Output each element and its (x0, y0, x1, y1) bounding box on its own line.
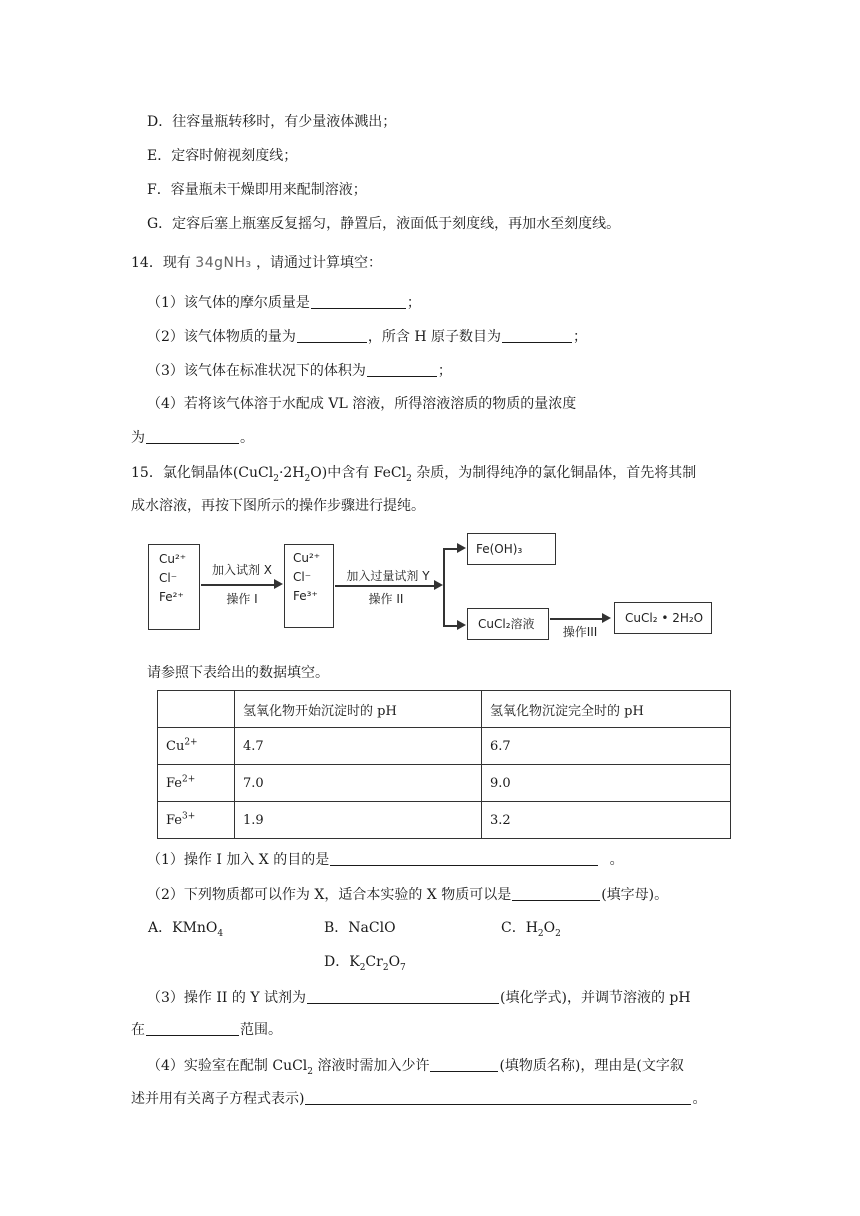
table-row (158, 728, 731, 765)
arrow1-line (201, 584, 276, 586)
q15-sub1 (147, 849, 624, 870)
flow-box-fe-oh3: Fe(OH)₃ (467, 533, 556, 565)
table-cell-start: 7.0 (235, 765, 482, 802)
ion-cl: Cl⁻ (159, 571, 178, 585)
q14-blank-amount[interactable] (297, 326, 367, 343)
q15-blank-reason[interactable] (305, 1088, 691, 1105)
q14-sub1-text: （1）该气体的摩尔质量是 (147, 295, 310, 311)
q15-sub2 (147, 884, 668, 905)
arrow3-label-bottom: 操作III (562, 625, 598, 639)
q15-intro-c: O)中含有 FeCl (310, 465, 407, 481)
q15-sub4-text-c: (填物质名称)，理由是(文字叙 (499, 1058, 684, 1074)
q15-sub1-text: （1）操作 I 加入 X 的目的是 (147, 852, 330, 868)
q15-sub4-reason: 述并用有关离子方程式表示) (131, 1091, 305, 1107)
option-g: G．定容后塞上瓶塞反复摇匀，静置后，液面低于刻度线，再加水至刻度线。 (147, 216, 621, 232)
q14-sub4b (131, 427, 254, 448)
q14-sub4: （4）若将该气体溶于水配成 VL 溶液，所得溶液溶质的物质的量浓度 (147, 396, 577, 412)
q15-option-b: B．NaClO (324, 920, 396, 936)
q14-sub3 (147, 360, 452, 381)
q14-sub2 (147, 326, 587, 347)
flow-box-oxidized-ions (284, 544, 334, 628)
table-row (158, 765, 731, 802)
ph-data-table (157, 690, 731, 839)
table-intro: 请参照下表给出的数据填空。 (147, 665, 329, 681)
q15-intro-b: ·2H (278, 465, 305, 481)
branch-bottom-head (457, 620, 466, 630)
q15-intro-d: 杂质，为制得纯净的氯化铜晶体，首先将其制 (411, 465, 697, 481)
ion-cu2-b: Cu²⁺ (293, 551, 321, 565)
ion-fe2: Fe²⁺ (159, 590, 184, 604)
arrow2-label-bottom: 操作 II (368, 592, 404, 606)
q14-sub4b-text: 为 (131, 430, 145, 446)
q15-option-c: C．$H_2O_2$ (501, 920, 561, 939)
table-header-row (158, 691, 731, 728)
q14-formula: 34gNH₃ (195, 255, 252, 271)
q15-intro-line1: 15．氯化铜晶体$(CuCl_2\cdot 2H_2O)$中含有 FeCl$_2$ 杂质，为制得纯净的氯化铜晶体，首先将其制 (131, 465, 697, 484)
q14-sub2-text: （2）该气体物质的量为 (147, 329, 296, 345)
q14-sub4-period: 。 (240, 430, 254, 446)
table-cell-ion: $Cu^{2+}$ (158, 728, 235, 765)
branch-vertical-line (443, 548, 445, 626)
table-cell-start: 1.9 (235, 802, 482, 839)
ion-cu2: Cu²⁺ (159, 552, 187, 566)
q15-blank-substance[interactable] (430, 1055, 498, 1072)
arrow1-label-bottom: 操作 I (226, 592, 258, 606)
q15-sub4-period: 。 (692, 1091, 707, 1107)
q14-sub1-semi: ； (406, 295, 421, 311)
q15-sub3-text: （3）操作 II 的 Y 试剂为 (147, 990, 307, 1006)
q14-sub2-text-b: ，所含 H 原子数目为 (367, 329, 502, 345)
q15-sub3-cont (131, 1019, 282, 1040)
arrow2-head (434, 580, 443, 590)
arrow2-label-top: 加入过量试剂 Y (346, 569, 430, 583)
flow-box-crystal: CuCl₂ • 2H₂O (614, 602, 712, 634)
flow-box-initial-ions (148, 544, 200, 630)
q15-sub4: （4）实验室在配制 CuCl$_2$ 溶液时需加入少许 (填物质名称)，理由是(文字叙 (147, 1055, 684, 1076)
q14-stem (131, 253, 382, 273)
table-cell-end: 9.0 (482, 765, 731, 802)
q15-blank-y-reagent[interactable] (307, 987, 499, 1004)
q15-sub2-text: （2）下列物质都可以作为 X，适合本实验的 X 物质可以是 (147, 887, 512, 903)
q15-sub2-suffix: (填字母)。 (601, 887, 669, 903)
q15-sub3 (147, 987, 691, 1008)
q14-blank-h-atoms[interactable] (502, 326, 572, 343)
q15-sub1-period: 。 (609, 852, 624, 868)
arrow3-line (550, 618, 604, 620)
q14-prefix: 14．现有 (131, 255, 191, 271)
table-cell-start: 4.7 (235, 728, 482, 765)
arrow2-line (335, 585, 436, 587)
q15-sub3-at: 在 (131, 1022, 145, 1038)
option-e: E．定容时俯视刻度线； (147, 148, 298, 164)
q15-blank-purpose[interactable] (330, 849, 598, 866)
table-cell-ion: $Fe^{2+}$ (158, 765, 235, 802)
arrow1-label-top: 加入试剂 X (211, 563, 273, 577)
q15-blank-x-choice[interactable] (512, 884, 600, 901)
ion-fe3: Fe³⁺ (293, 589, 318, 603)
q15-option-d: D．$K_2Cr_2O_7$ (324, 954, 406, 973)
branch-top-line (443, 548, 458, 550)
q15-sub4-cont (131, 1088, 706, 1109)
q15-sub4-text: （4）实验室在配制 CuCl (147, 1058, 308, 1074)
q15-sub3-range: 范围。 (240, 1022, 282, 1038)
flow-box-cucl2-solution: CuCl₂溶液 (467, 608, 549, 640)
q15-intro-line2: 成水溶液，再按下图所示的操作步骤进行提纯。 (131, 498, 425, 514)
q14-sub3-semi: ； (437, 363, 452, 379)
q15-blank-ph-range[interactable] (146, 1019, 239, 1036)
ion-cl-b: Cl⁻ (293, 570, 312, 584)
q14-blank-volume[interactable] (367, 360, 437, 377)
arrow3-head (602, 613, 611, 623)
q15-intro-a: 15．氯化铜晶体(CuCl (131, 465, 274, 481)
option-d: D．往容量瓶转移时，有少量液体溅出； (147, 114, 397, 130)
table-row (158, 802, 731, 839)
table-cell-end: 3.2 (482, 802, 731, 839)
q15-sub3-text-b: (填化学式)，并调节溶液的 pH (500, 990, 691, 1006)
table-cell-end: 6.7 (482, 728, 731, 765)
table-header-empty (158, 691, 235, 728)
table-cell-ion: $Fe^{3+}$ (158, 802, 235, 839)
q14-sub2-semi: ； (573, 329, 588, 345)
q14-sub1 (147, 292, 421, 313)
option-f: F．容量瓶未干燥即用来配制溶液； (147, 182, 367, 198)
q14-blank-concentration[interactable] (146, 427, 239, 444)
q14-sub3-text: （3）该气体在标准状况下的体积为 (147, 363, 366, 379)
q14-suffix: ，请通过计算填空： (256, 255, 383, 271)
arrow1-head (274, 579, 283, 589)
table-header-start: 氢氧化物开始沉淀时的 pH (235, 691, 482, 728)
q14-blank-molar-mass[interactable] (311, 292, 406, 309)
branch-top-head (457, 543, 466, 553)
branch-bottom-line (443, 625, 458, 627)
q15-sub4-text-b: 溶液时需加入少许 (313, 1058, 430, 1074)
q15-option-a: A．KMnO$_4$ (148, 920, 224, 939)
table-header-end: 氢氧化物沉淀完全时的 pH (482, 691, 731, 728)
